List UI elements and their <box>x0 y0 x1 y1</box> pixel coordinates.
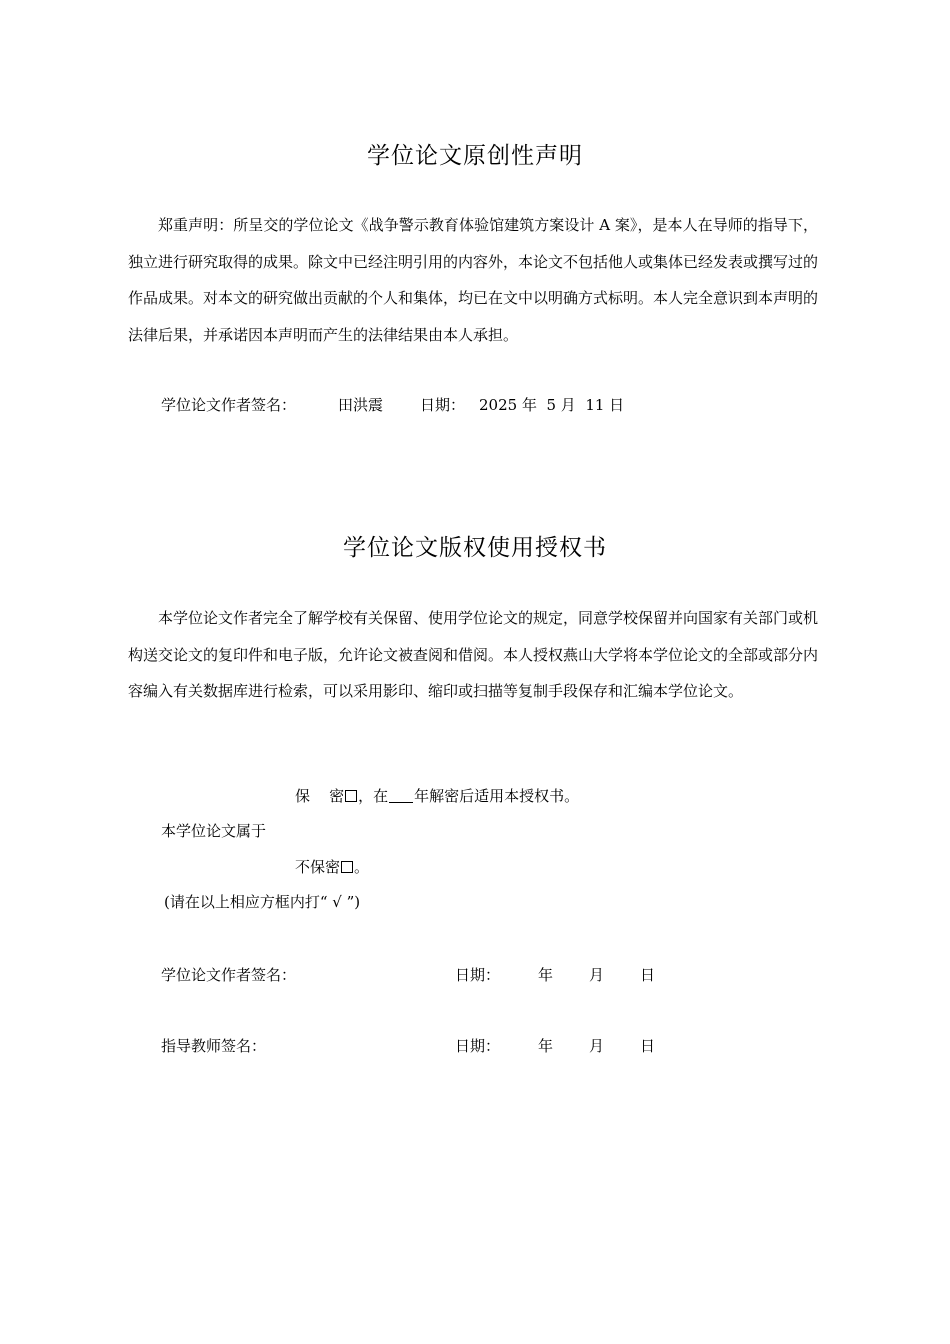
non-secret-suffix: 。 <box>354 858 370 876</box>
secret-option-middle: ，在 <box>358 787 389 805</box>
authorization-author-day-label: 日 <box>640 966 656 984</box>
non-secret-label: 不保密 <box>295 858 341 876</box>
authorization-author-sign-label: 学位论文作者签名： <box>161 966 297 984</box>
authorization-author-month-label: 月 <box>589 966 605 984</box>
checkbox-instruction: (请在以上相应方框内打“ √ ”) <box>164 893 361 911</box>
supervisor-year-label: 年 <box>538 1037 554 1055</box>
authorization-title: 学位论文版权使用授权书 <box>343 535 607 561</box>
supervisor-month-label: 月 <box>589 1037 605 1055</box>
declaration-author-sign-label: 学位论文作者签名： <box>161 396 297 414</box>
secret-checkbox[interactable] <box>345 790 357 802</box>
declaration-author-name: 田洪震 <box>338 396 384 414</box>
authorization-author-date-label: 日期： <box>455 966 501 984</box>
declaration-title: 学位论文原创性声明 <box>367 143 583 169</box>
non-secret-option-line <box>295 856 369 878</box>
supervisor-day-label: 日 <box>640 1037 656 1055</box>
secret-option-suffix: 年解密后适用本授权书。 <box>414 787 580 805</box>
supervisor-sign-label: 指导教师签名： <box>161 1037 267 1055</box>
authorization-body: 本学位论文作者完全了解学校有关保留、使用学位论文的规定，同意学校保留并向国家有关部门或机构送交论文的复印件和电子版，允许论文被查阅和借阅。本人授权燕山大学将本学位论文的全部或部分内容编入有关数据库进行检索，可以采用影印、缩印或扫描等复制手段保存和汇编本学位论文。 <box>128 609 819 700</box>
belongs-label: 本学位论文属于 <box>161 822 267 840</box>
secret-option-prefix: 保 密 <box>295 787 345 805</box>
non-secret-checkbox[interactable] <box>341 861 353 873</box>
supervisor-date-label: 日期： <box>455 1037 501 1055</box>
declaration-date-label: 日期： <box>420 396 466 414</box>
secret-option-line <box>295 785 579 807</box>
declaration-body: 郑重声明：所呈交的学位论文《战争警示教育体验馆建筑方案设计 A 案》，是本人在导师的指导下，独立进行研究取得的成果。除文中已经注明引用的内容外，本论文不包括他人或集体已经发表或撰写过的作品成果。对本文的研究做出贡献的个人和集体，均已在文中以明确方式标明。本人完全意识到本声明的法律后果，并承诺因本声明而产生的法律结果由本人承担。 <box>128 216 819 344</box>
declaration-date-value: 2025 年 5 月 11 日 <box>479 396 625 414</box>
secret-years-blank[interactable] <box>389 788 413 803</box>
authorization-author-year-label: 年 <box>538 966 554 984</box>
